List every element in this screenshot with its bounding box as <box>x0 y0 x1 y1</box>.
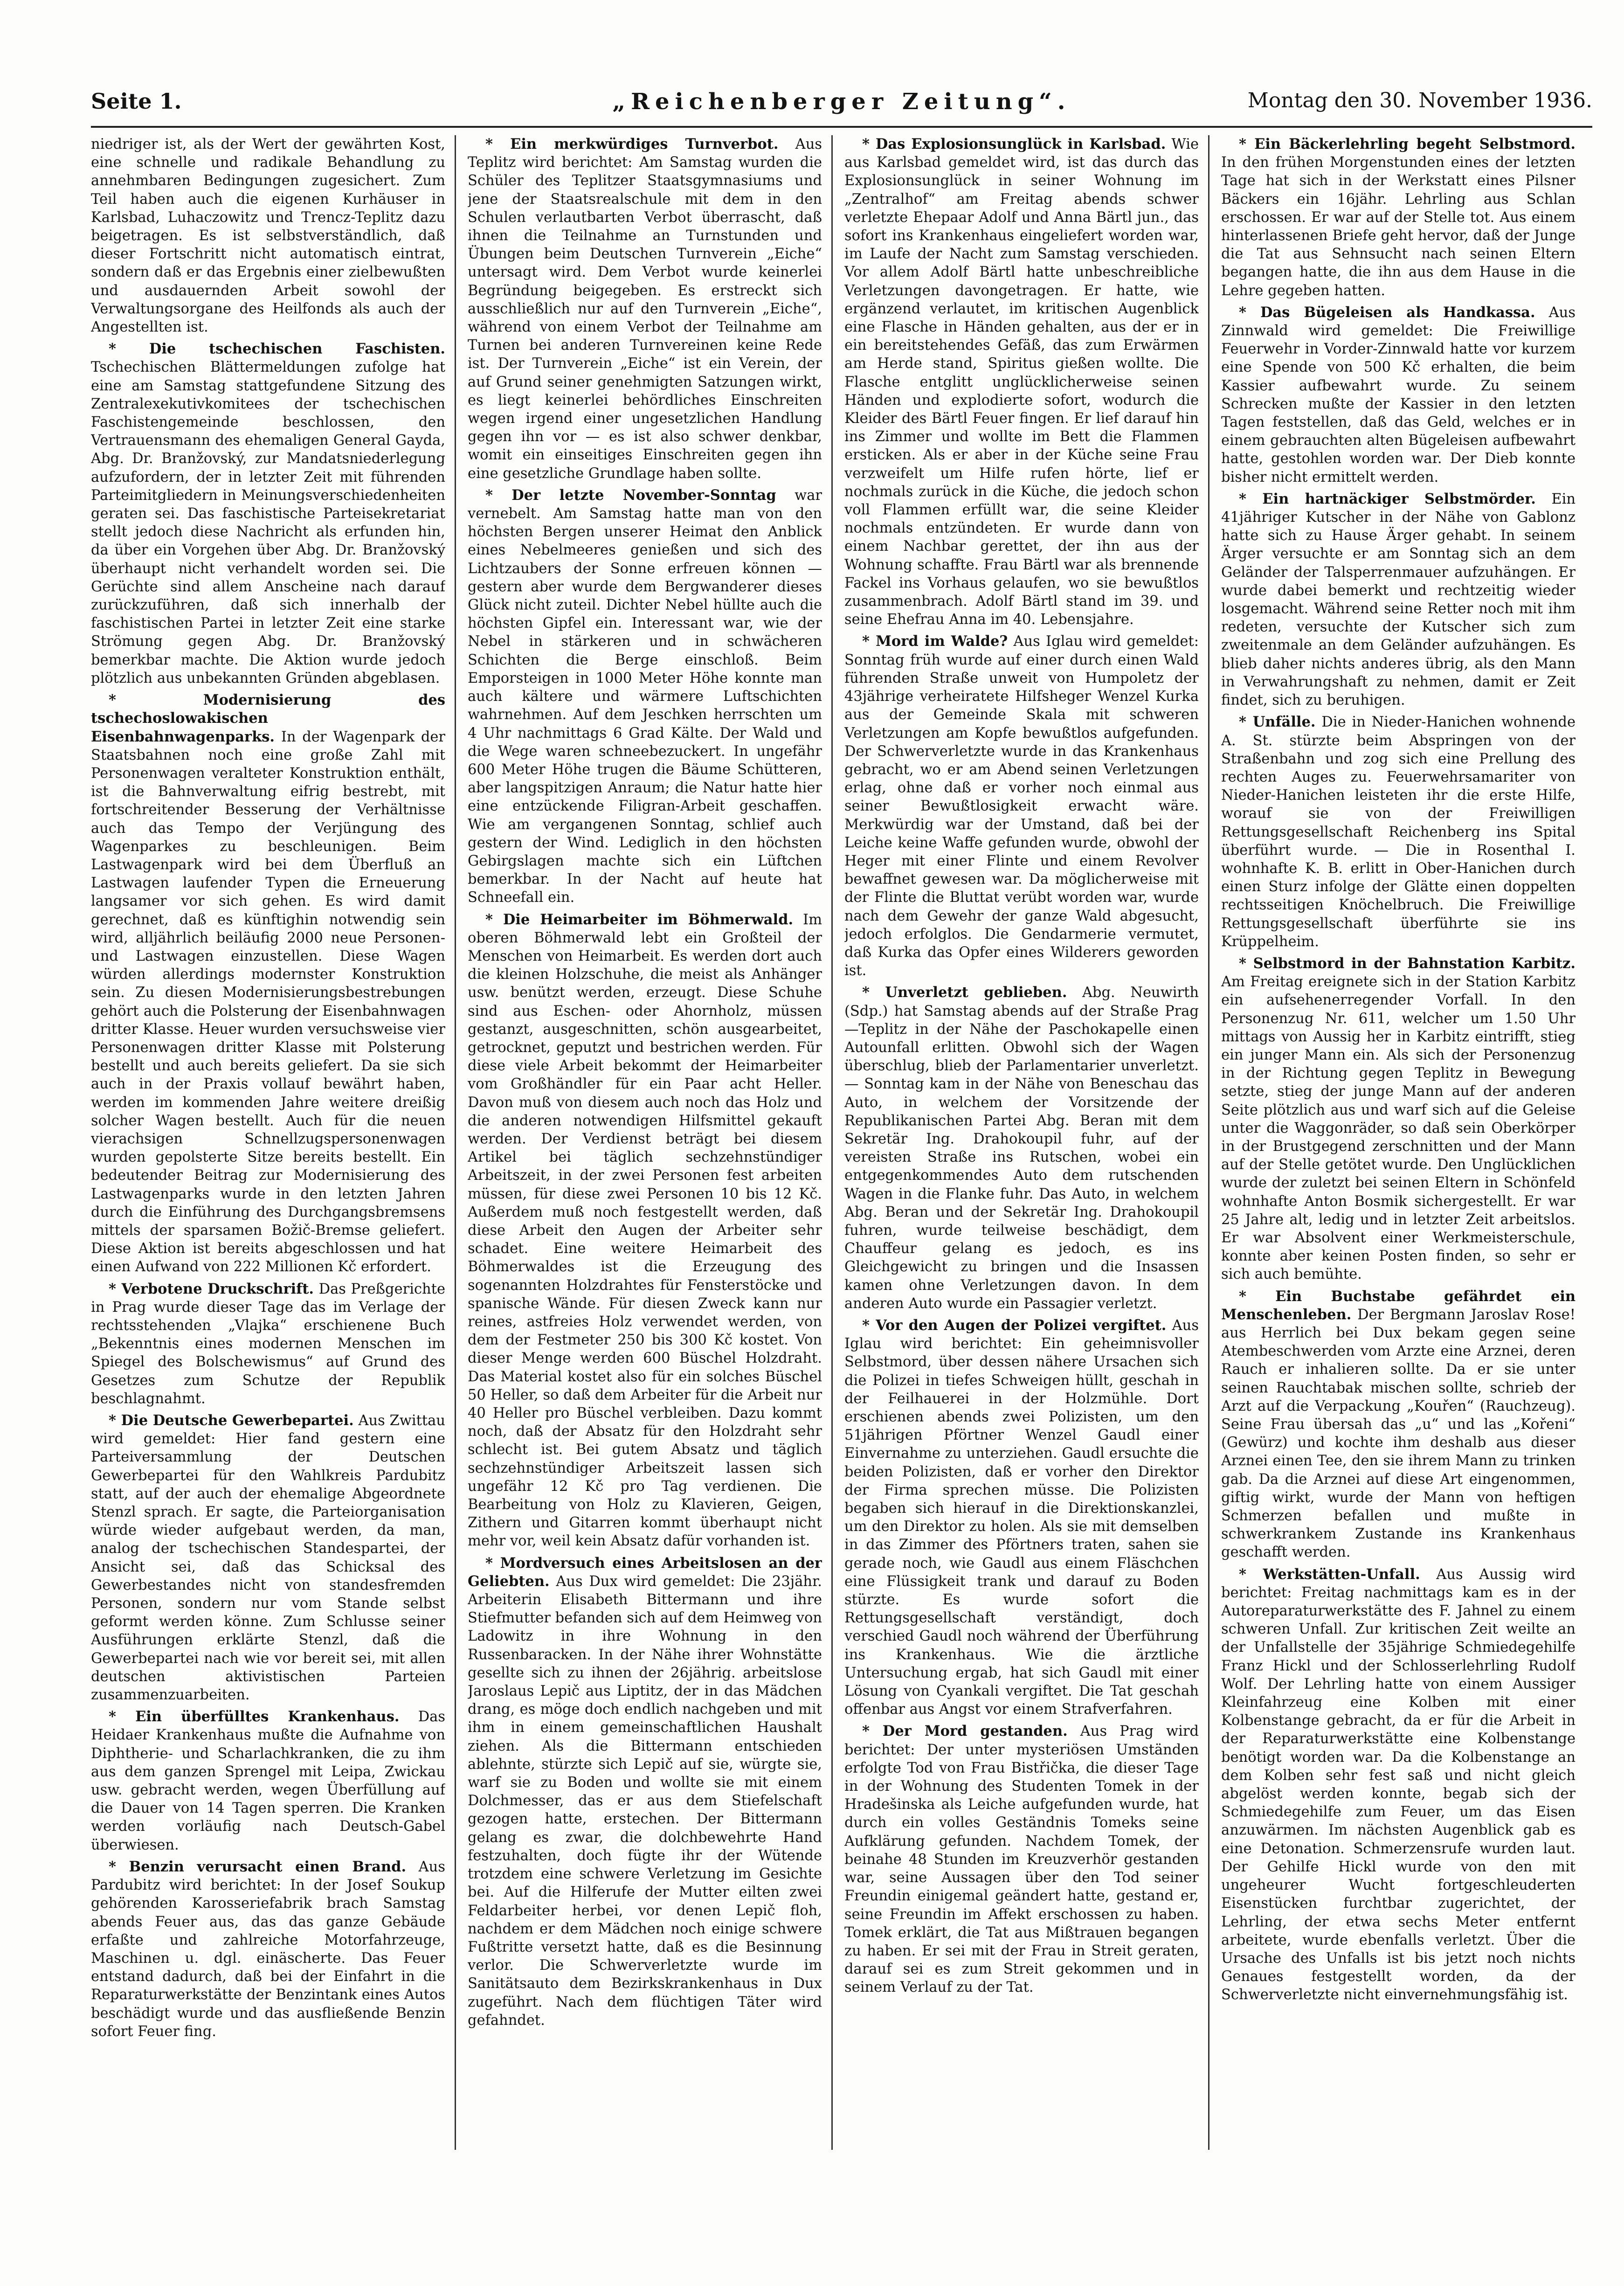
article-body: war vernebelt. Am Samstag hatte man von den höchsten Bergen unserer Heimat den Anblick eines Nebelmeeres genießen und sich des Lichtzaubers der Sonne erfreuen können — gestern aber wurde dem Bergwanderer dieses Glück nicht zuteil. Dichter Nebel hüllte auch die höchsten Gipfel ein. Interessant war, wie der Nebel in stärkeren und in schwächeren Schichten die Berge einschloß. Beim Emporsteigen in 1000 Meter Höhe konnte man auch kältere und wärmere Luftschichten wahrnehmen. Auf dem Jeschken herrschten um 4 Uhr nachmittags 6 Grad Kälte. Der Wald und die Wege waren schneebezuckert. In ungefähr 600 Meter Höhe trugen die Bäume Schütteren, aber langspitzigen Anraum; die Natur hatte hier eine entzückende Filigran-Arbeit geschaffen. Wie am vergangenen Sonntag, schlief auch gestern der Wind. Lediglich in den höchsten Gebirgslagen machte sich ein Lüftchen bemerkbar. In der Nacht auf heute hat Schneefall ein. <box>468 487 822 906</box>
article-paragraph <box>844 632 1199 980</box>
article-marker: * <box>485 136 511 152</box>
article-paragraph <box>844 1316 1199 1718</box>
column-1 <box>91 135 445 2178</box>
article-marker: * <box>1239 955 1253 972</box>
article-heading: Ein hartnäckiger Selbstmörder. <box>1262 490 1536 507</box>
article-paragraph <box>91 1280 445 1408</box>
article-body: Aus Zwittau wird gemeldet: Hier fand gestern eine Parteiversammlung der Deutschen Gewerbepartei für den Wahlkreis Pardubitz statt, auf der auch der ehemalige Abgeordnete Stenzl sprach. Er sagte, die Parteiorganisation würde wieder aufgebaut werden, da man, analog der tschechischen Standespartei, der Ansicht sei, daß das Schicksal des Gewerbestandes nicht von standesfremden Personen, sondern nur vom Stande selbst geformt werden könne. Zum Schlusse seiner Ausführungen erklärte Stenzl, daß die Gewerbepartei nach wie vor bereit sei, mit allen deutschen aktivistischen Parteien zusammenzuarbeiten. <box>91 1413 445 1704</box>
article-paragraph <box>468 1554 822 2030</box>
article-body: Das Preßgerichte in Prag wurde dieser Tage das im Verlage der rechtsstehenden „Vlajka“ erschienene Buch „Bekenntnis eines modernen Menschen im Spiegel des Bolschewismus“ auf Grund des Gesetzes zum Schutze der Republik beschlagnahmt. <box>91 1281 445 1407</box>
article <box>91 1858 445 2041</box>
article <box>468 1554 822 2030</box>
article-paragraph <box>844 1722 1199 1996</box>
newspaper-title: „Reichenberger Zeitung“. <box>612 89 1071 115</box>
article-heading: Das Explosionsunglück in Karlsbad. <box>875 136 1166 152</box>
article-body: Aus Iglau wird berichtet: Ein geheimnisvoller Selbstmord, über dessen nähere Ursachen sich die Polizei in tiefes Schweigen hüllt, geschah in der Feilhauerei in der Holzmühle. Dort erschienen abends zwei Polizisten, um den 51jährigen Pförtner Wenzel Gaudl einer Einvernahme zu unterziehen. Gaudl ersuchte die beiden Polizisten, daß er vorher den Direktor der Firma sprechen müsse. Die Polizisten begaben sich hierauf in die Direktionskanzlei, um den Direktor zu holen. Als sie mit demselben in das Zimmer des Pförtners traten, sahen sie gerade noch, wie Gaudl aus einem Fläschchen eine Flüssigkeit trank und darauf zu Boden stürzte. Es wurde sofort die Rettungsgesellschaft verständigt, doch verschied Gaudl noch während der Überführung ins Krankenhaus. Wie die ärztliche Untersuchung ergab, hat sich Gaudl mit einer Lösung von Cyankali vergiftet. Die Tat geschah offenbar aus Angst vor einem Strafverfahren. <box>844 1317 1199 1718</box>
article <box>91 1708 445 1854</box>
article-marker: * <box>109 1280 122 1297</box>
article <box>844 984 1199 1313</box>
article <box>1221 490 1576 709</box>
article <box>844 1722 1199 1996</box>
article-heading: Benzin verursacht einen Brand. <box>129 1858 407 1875</box>
article-marker: * <box>862 633 876 650</box>
article-heading: Verbotene Druckschrift. <box>121 1280 314 1297</box>
article-marker: * <box>1239 304 1260 321</box>
column-4 <box>1221 135 1576 2178</box>
article-paragraph <box>844 135 1199 629</box>
article-marker: * <box>109 1412 121 1429</box>
column-rule <box>455 135 456 2150</box>
article <box>844 1316 1199 1718</box>
article-heading: Der Mord gestanden. <box>882 1723 1068 1740</box>
article-marker: * <box>1239 1566 1263 1583</box>
article-marker: * <box>862 1317 876 1334</box>
issue-date: Montag den 30. November 1936. <box>1247 89 1592 112</box>
article-heading: Die tschechischen Faschisten. <box>149 340 445 358</box>
page-header <box>91 89 1592 121</box>
article-paragraph <box>1221 135 1576 300</box>
article-paragraph <box>91 340 445 687</box>
article-paragraph <box>1221 713 1576 951</box>
article-paragraph <box>91 1708 445 1854</box>
article-paragraph <box>468 486 822 907</box>
article-marker: * <box>109 1858 129 1875</box>
article <box>1221 1566 1576 2004</box>
article <box>1221 713 1576 951</box>
article-body: Aus Pardubitz wird berichtet: In der Josef Soukup gehörenden Karosseriefabrik brach Samstag abends Feuer aus, das das ganze Gebäude erfaßte und zahlreiche Motorfahrzeuge, Maschinen u. dgl. einäscherte. Das Feuer entstand dadurch, daß bei der Einfahrt in die Reparaturwerkstätte der Benzintank eines Autos beschädigt wurde und das ausfließende Benzin sofort Feuer fing. <box>91 1858 445 2040</box>
article <box>91 340 445 687</box>
article <box>91 1280 445 1408</box>
article-paragraph <box>1221 1566 1576 2004</box>
article-heading: Die Deutsche Gewerbepartei. <box>121 1412 354 1429</box>
article-marker: * <box>862 1723 883 1740</box>
article <box>844 135 1199 629</box>
article-body: Abg. Neuwirth (Sdp.) hat Samstag abends auf der Straße Prag—Teplitz in der Nähe der Paschokapelle einen Autounfall erlitten. Obwohl sich der Wagen überschlug, blieb der Parlamentarier unverletzt. — Sonntag kam in der Nähe von Beneschau das Auto, in welchem der Vorsitzende der Republikanischen Partei Abg. Beran mit dem Sekretär Ing. Drahokoupil fuhr, auf der vereisten Straße ins Rutschen, wobei ein entgegenkommendes Auto dem rutschenden Wagen in die Flanke fuhr. Das Auto, in welchem Abg. Beran und der Sekretär Ing. Drahokoupil fuhren, wurde teilweise beschädigt, dem Chauffeur gelang es jedoch, es ins Gleichgewicht zu bringen und die Insassen kamen ohne Verletzungen davon. In dem anderen Auto wurde ein Passagier verletzt. <box>844 984 1199 1312</box>
article-heading: Mord im Walde? <box>876 633 1008 650</box>
article-heading: Unfälle. <box>1252 714 1316 731</box>
article-paragraph <box>91 1858 445 2041</box>
article-marker: * <box>485 486 512 504</box>
article-body: Ein 41jähriger Kutscher in der Nähe von Gablonz hatte sich zu Hause Ärger gehabt. In seinem Ärger versuchte er am Sonntag sich an dem Geländer der Talsperrenmauer aufzuhängen. Er wurde dabei bemerkt und rechtzeitig wieder losgemacht. Während seine Retter noch mit ihm redeten, versuchte der Kutscher sich zum zweitenmale an dem Geländer aufzuhängen. Es blieb daher nichts anderes übrig, als den Mann in Verwahrungshaft zu nehmen, damit er Zeit findet, sich zu beruhigen. <box>1221 491 1576 709</box>
article-body: Aus Prag wird berichtet: Der unter mysteriösen Umständen erfolgte Tod von Frau Bistřička, die dieser Tage in der Wohnung des Studenten Tomek in der Hradešinska als Leiche aufgefunden wurde, hat durch ein volles Geständnis Tomeks seine Aufklärung gefunden. Nachdem Tomek, der beinahe 48 Stunden im Kreuzverhör gestanden war, seine Aussagen über den Tod seiner Freundin einigemal geändert hatte, gestand er, seine Freundin im Affekt erschossen zu haben. Tomek erklärt, die Tat aus Mißtrauen begangen zu haben. Er sei mit der Frau in Streit geraten, darauf sei es zum Streit gekommen und in seinem Verlauf zu der Tat. <box>844 1723 1199 1996</box>
article-heading: Ein überfülltes Krankenhaus. <box>135 1708 400 1725</box>
article-body: Aus Dux wird gemeldet: Die 23jähr. Arbeiterin Elisabeth Bittermann und ihre Stiefmutter befanden sich auf dem Heimweg von Ladowitz in ihre Wohnung in den Russenbaracken. In der Nähe ihrer Wohnstätte gesellte sich zu ihnen der 26jährig. arbeitslose Jaroslaus Lepič aus Liptitz, der in das Mädchen drang, es möge doch endlich nachgeben und mit ihm in einem gemeinschaftlichen Haushalt ziehen. Als die Bittermann entschieden ablehnte, stürzte sich Lepič auf sie, würgte sie, warf sie zu Boden und wollte sie mit einem Dolchmesser, das er aus dem Stiefelschaft gezogen hatte, erstechen. Der Bittermann gelang es zwar, die dolchbewehrte Hand festzuhalten, doch fügte ihr der Wütende trotzdem eine schwere Verletzung im Gesichte bei. Auf die Hilferufe der Mutter eilten zwei Feldarbeiter herbei, vor denen Lepič floh, nachdem er dem Mädchen noch einige schwere Fußtritte versetzt hatte, daß es die Besinnung verlor. Die Schwerverletzte wurde im Sanitätsauto dem Bezirkskrankenhaus in Dux zugeführt. Nach dem flüchtigen Täter wird gefahndet. <box>468 1573 822 2029</box>
article-paragraph <box>468 911 822 1551</box>
article-paragraph <box>468 135 822 483</box>
article-heading: Selbstmord in der Bahnstation Karbitz. <box>1253 955 1576 972</box>
article-heading: Modernisierung des tschechoslowakischen Eisenbahnwagenparks. <box>91 692 445 745</box>
article-marker: * <box>485 911 503 928</box>
article-marker: * <box>109 1708 136 1725</box>
article <box>91 1412 445 1704</box>
article-body: In der Wagenpark der Staatsbahnen noch eine große Zahl mit Personenwagen veralteter Konstruktion enthält, ist die Bahnverwaltung eifrig bestrebt, mit fortschreitender Besserung der Verhältnisse auch das Tempo der Verjüngung des Wagenparkes zu beschleunigen. Beim Lastwagenpark wird bei dem Überfluß an Lastwagen laufender Typen die Erneuerung langsamer vor sich gehen. Es wird damit gerechnet, daß es künftighin notwendig sein wird, alljährlich beiläufig 2000 neue Personen- und Lastwagen einzustellen. Diese Wagen würden allerdings modernster Konstruktion sein. Zu diesen Modernisierungsbestrebungen gehört auch die Polsterung der Eisenbahnwagen dritter Klasse. Heuer wurden versuchsweise vier Personenwagen dritter Klasse mit Polsterung bestellt und auch bereits geliefert. Da sie sich auch in der Praxis vollauf bewährt haben, werden im kommenden Jahre weitere dreißig solcher Wagen bestellt. Auch für die neuen vierachsigen Schnellzugspersonenwagen wurden gepolsterte Sitze bereits bestellt. Ein bedeutender Beitrag zur Modernisierung des Lastwagenparks wurde in den letzten Jahren durch die Einführung des Durchgangsbremsens mittels der sparsamen Božič-Bremse geliefert. Diese Aktion ist bereits abgeschlossen und hat einen Aufwand von 222 Millionen Kč erfordert. <box>91 728 445 1275</box>
article-paragraph <box>1221 1288 1576 1562</box>
article-marker: * <box>1239 136 1255 152</box>
article <box>1221 955 1576 1284</box>
article <box>468 911 822 1551</box>
article <box>468 135 822 483</box>
column-3 <box>844 135 1199 2178</box>
article-body: Wie aus Karlsbad gemeldet wird, ist das durch das Explosionsunglück in seiner Wohnung im „Zentralhof“ am Freitag abends schwer verletzte Ehepaar Adolf und Anna Bärtl jun., das sofort ins Krankenhaus eingeliefert worden war, im Laufe der Nacht zum Samstag verschieden. Vor allem Adolf Bärtl hatte unbeschreibliche Verletzungen davongetragen. Er hatte, wie ergänzend verlautet, im kritischen Augenblick eine Flasche in Händen gehalten, aus der er in ein bereitstehendes Gefäß, das zum Erwärmen am Herde stand, Spiritus gießen wollte. Die Flasche entglitt unglücklicherweise seinen Händen und explodierte sofort, wodurch die Kleider des Bärtl Feuer fingen. Er lief darauf hin ins Zimmer und wollte im Bett die Flammen ersticken. Als er aber in der Küche seine Frau verzweifelt um Hilfe rufen hörte, lief er nochmals zurück in die Küche, die jedoch schon voll Flammen erfüllt war, die seine Kleider nochmals entzündeten. Er wurde dann von einem Nachbar gerettet, der ihn aus der Wohnung schaffte. Frau Bärtl war als brennende Fackel ins Vorhaus gelaufen, wo sie bewußtlos zusammenbrach. Adolf Bärtl stand im 39. und seine Ehefrau Anna im 40. Lebensjahre. <box>844 136 1199 628</box>
article-heading: Vor den Augen der Polizei vergiftet. <box>876 1317 1167 1334</box>
article-paragraph <box>1221 304 1576 486</box>
article <box>91 135 445 336</box>
article-body: Im oberen Böhmerwald lebt ein Großteil der Menschen von Heimarbeit. Es werden dort auch die kleinen Holzschuhe, die meist als Anhänger usw. benützt werden, erzeugt. Diese Schuhe sind aus Eschen- oder Ahornholz, müssen gestanzt, ausgeschnitten, schön ausgearbeitet, getrocknet, geputzt und bestrichen werden. Für diese viele Arbeit bekommt der Heimarbeiter vom Großhändler für ein Paar acht Heller. Davon muß von diesem auch noch das Holz und die anderen notwendigen Hilfsmittel gekauft werden. Der Verdienst beträgt bei diesem Artikel bei täglich sechzehnstündiger Arbeitszeit, in der zwei Personen fest arbeiten müssen, für diese zwei Personen 10 bis 12 Kč. Außerdem muß noch festgestellt werden, daß diese Arbeit den Augen der Arbeiter sehr schadet. Eine weitere Heimarbeit des Böhmerwaldes ist die Erzeugung des sogenannten Holzdrahtes für Fensterstöcke und spanische Wände. Für diesen Zweck kann nur reines, astfreies Holz verwendet werden, von dem der Festmeter 250 bis 300 Kč kostet. Von dieser Menge werden 600 Büschel Holzdraht. Das Material kostet also für ein solches Büschel 50 Heller, so daß dem Arbeiter für die Arbeit nur 40 Heller pro Büschel verbleiben. Dazu kommt noch, daß der Absatz für den Holzdraht sehr schlecht ist. Bei gutem Absatz und täglich sechzehnstündiger Arbeitszeit lassen sich ungefähr 12 Kč pro Tag verdienen. Die Bearbeitung von Holz zu Klavieren, Geigen, Zithern und Gitarren kommt überhaupt nicht mehr vor, weil kein Absatz dafür vorhanden ist. <box>468 911 822 1550</box>
article-marker: * <box>1239 490 1263 507</box>
article-body: Aus Aussig wird berichtet: Freitag nachmittags kam es in der Autoreparaturwerkstätte des F. Jahnel zu einem schweren Unfall. Zur kritischen Zeit weilte an der Unfallstelle der 35jährige Schmiedegehilfe Franz Hickl und der Schlosserlehrling Rudolf Wolf. Der Lehrling hatte von einem Aussiger Kleinfahrzeug eine Kolben mit einer Kolbenstange gebracht, da er für die Arbeit in der Reparaturwerkstätte eine Kolbenstange benötigt worden war. Da die Kolbenstange an dem Kolben sehr fest saß und nicht gleich abgelöst werden konnte, begab sich der Schmiedegehilfe zum Feuer, um das Eisen anzuwärmen. Im nächsten Augenblick gab es eine Detonation. Schmerzensrufe wurden laut. Der Gehilfe Hickl wurde von den mit ungeheurer Wucht fortgeschleuderten Eisenstücken furchtbar zugerichtet, der Lehrling, der etwa sechs Meter entfernt arbeitete, wurde ebenfalls verletzt. Über die Ursache des Unfalls ist bis jetzt noch nichts Genaues festgestellt worden, da der Schwerverletzte nicht einvernehmungsfähig ist. <box>1221 1566 1576 2003</box>
article-paragraph <box>91 1412 445 1704</box>
article-body: Das Heidaer Krankenhaus mußte die Aufnahme von Diphtherie- und Scharlachkranken, die zu ihm aus dem ganzen Sprengel mit Leipa, Zwickau usw. gebracht werden, wegen Überfüllung auf die Dauer von 14 Tagen sperren. Die Kranken werden vorläufig nach Deutsch-Gabel überwiesen. <box>91 1709 445 1853</box>
article-marker: * <box>109 692 203 709</box>
article-body: Der Bergmann Jaroslav Rose! aus Herrlich bei Dux bekam gegen seine Atembeschwerden vom Arzte eine Arznei, deren Rauch er inhalieren sollte. Da er sie unter seinen Rauchtabak mischen sollte, schrieb der Arzt auf die Verpackung „Kouřen“ (Rauchzeug). Seine Frau übersah das „u“ und las „Kořeni“ (Gewürz) und kochte ihm deshalb aus dieser Arznei einen Tee, den sie ihrem Mann zu trinken gab. Da die Arznei auf diese Art eingenommen, giftig wirkt, wurde der Mann von heftigen Schmerzen befallen und mußte in schwerkrankem Zustande ins Krankenhaus geschafft werden. <box>1221 1306 1576 1561</box>
article-heading: Unverletzt geblieben. <box>885 984 1067 1001</box>
article-heading: Mordversuch eines Arbeitslosen an der Geliebten. <box>468 1554 822 1590</box>
article-paragraph <box>1221 955 1576 1284</box>
column-rule <box>1208 135 1209 2150</box>
article-heading: Ein Bäckerlehrling begeht Selbstmord. <box>1254 136 1576 152</box>
article-marker: * <box>109 340 149 358</box>
article-heading: Die Heimarbeiter im Böhmerwald. <box>503 911 794 928</box>
article-marker: * <box>1239 1288 1276 1305</box>
article-heading: Das Bügeleisen als Handkassa. <box>1260 304 1535 321</box>
article-paragraph <box>844 984 1199 1313</box>
article-body: Aus Zinnwald wird gemeldet: Die Freiwillige Feuerwehr in Vorder-Zinnwald hatte vor kurzem eine Spende von 500 Kč erhalten, die beim Kassier aufbewahrt wurde. Zu seinem Schrecken mußte der Kassier in den letzten Tagen feststellen, daß das Geld, welches er in einem gebrauchten alten Bügeleisen aufbewahrt hatte, gestohlen worden war. Der Dieb konnte bisher nicht ermittelt werden. <box>1221 304 1576 485</box>
article-marker: * <box>862 136 876 152</box>
article-paragraph <box>91 135 445 336</box>
article-heading: Ein Buchstabe gefährdet ein Menschenleben. <box>1221 1288 1576 1323</box>
article-body: niedriger ist, als der Wert der gewährten Kost, eine schnelle und radikale Behandlung zu annehmbaren Bedingungen zugesichert. Zum Teil haben auch die eigenen Kurhäuser in Karlsbad, Luhaczowitz und Trencz-Teplitz dazu beigetragen. Es ist selbstverständlich, daß dieser Fortschritt nicht automatisch eintrat, sondern daß er das Ergebnis einer zielbewußten und ausdauernden Arbeit sowohl der Verwaltungsorgane des Heilfonds als auch der Angestellten ist. <box>91 136 445 336</box>
article-body: In den frühen Morgenstunden eines der letzten Tage hat sich in der Werkstatt eines Pilsner Bäckers ein 16jähr. Lehrling aus Schlan erschossen. Er war auf der Stelle tot. Aus einem hinterlassenen Briefe geht hervor, daß der Junge die Tat aus Sehnsucht nach seinen Eltern begangen hatte, die ihn aus dem Hause in die Lehre gegeben hatten. <box>1221 154 1576 299</box>
article-body: Aus Teplitz wird berichtet: Am Samstag wurden die Schüler des Teplitzer Staatsgymnasiums und jene der Staatsrealschule mit dem in den Schulen verlautbarten Verbot überrascht, daß ihnen die Teilnahme an Turnstunden und Übungen beim Deutschen Turnverein „Eiche“ untersagt wird. Dem Verbot wurde keinerlei Begründung beigegeben. Es erstreckt sich ausschließlich nur auf den Turnverein „Eiche“, während von einem Verbot der Teilnahme am Turnen bei anderen Turnvereinen keine Rede ist. Der Turnverein „Eiche“ ist ein Verein, der auf Grund seiner genehmigten Satzungen wirkt, es liegt keinerlei behördliches Einschreiten wegen irgend einer ungesetzlichen Handlung gegen ihn vor — es ist also schwer denkbar, womit ein einseitiges Einschreiten gegen ihn eine gesetzliche Grundlage haben sollte. <box>468 136 822 482</box>
article-heading: Werkstätten-Unfall. <box>1263 1566 1420 1583</box>
article <box>1221 304 1576 486</box>
article <box>91 691 445 1276</box>
article-marker: * <box>1239 714 1253 731</box>
article-body: Die in Nieder-Hanichen wohnende A. St. stürzte beim Abspringen von der Straßenbahn und zog sich eine Prellung des rechten Auges zu. Feuerwehrsamariter von Nieder-Hanichen leisteten ihr die erste Hilfe, worauf sie von der Freiwilligen Rettungsgesellschaft Reichenberg ins Spital überführt wurde. — Die in Rosenthal I. wohnhafte K. B. erlitt in Ober-Hanichen durch einen Sturz infolge der Glätte einen doppelten rechtsseitigen Knöchelbruch. Die Freiwillige Rettungsgesellschaft überführte sie ins Krüppelheim. <box>1221 714 1576 950</box>
article-marker: * <box>862 984 885 1001</box>
article-body: Tschechischen Blättermeldungen zufolge hat eine am Samstag stattgefundene Sitzung des Zentralexekutivkomitees der tschechischen Faschistengemeinde beschlossen, den Vertrauensmann des ehemaligen General Gayda, Abg. Dr. Branžovský, zur Mandatsniederlegung aufzufordern, der in letzter Zeit mit führenden Parteimitgliedern in Meinungsverschiedenheiten geraten sei. Das faschistische Parteisekretariat stellt jedoch diese Nachricht als erfunden hin, da über ein Vorgehen über Abg. Dr. Branžovský überhaupt nicht verhandelt worden sei. Die Gerüchte sind allem Anscheine nach darauf zurückzuführen, daß sich innerhalb der faschistischen Partei in letzter Zeit eine starke Strömung gegen Abg. Dr. Branžovský bemerkbar machte. Die Aktion wurde jedoch plötzlich aus unbekannten Gründen abgeblasen. <box>91 359 445 686</box>
article-marker: * <box>485 1554 500 1572</box>
article-paragraph <box>1221 490 1576 709</box>
article <box>1221 1288 1576 1562</box>
column-2 <box>468 135 822 2178</box>
header-rule <box>91 126 1592 128</box>
article <box>468 486 822 907</box>
article-paragraph <box>91 691 445 1276</box>
page-number: Seite 1. <box>91 89 182 114</box>
column-rule <box>831 135 833 2150</box>
article <box>844 632 1199 980</box>
article <box>1221 135 1576 300</box>
article-body: Am Freitag ereignete sich in der Station Karbitz ein aufsehenerregender Vorfall. In den Personenzug Nr. 611, welcher um 1.50 Uhr mittags von Aussig her in Karbitz eintrifft, stieg ein junger Mann ein. Als sich der Personenzug in der Richtung gegen Teplitz in Bewegung setzte, stieg der junge Mann auf der anderen Seite plötzlich aus und warf sich auf die Geleise unter die Waggonräder, so daß sein Oberkörper in der Brustgegend zerschnitten und der Mann auf der Stelle getötet wurde. Den Unglücklichen wurde der zuletzt bei seinen Eltern in Schönfeld wohnhafte Anton Bosmik sichergestellt. Er war 25 Jahre alt, ledig und in letzter Zeit arbeitslos. Er war Absolvent einer Werkmeisterschule, konnte aber keinen Posten finden, so sehr er sich auch bemühte. <box>1221 974 1576 1283</box>
article-body: Aus Iglau wird gemeldet: Sonntag früh wurde auf einer durch einen Wald führenden Straße unweit von Humpoletz der 43jährige verheiratete Hilfsheger Wenzel Kurka aus der Gemeinde Skala mit schweren Verletzungen am Kopfe bewußtlos aufgefunden. Der Schwerverletzte wurde in das Krankenhaus gebracht, wo er am Abend seinen Verletzungen erlag, ohne daß er vorher noch einmal aus seiner Bewußtlosigkeit erwacht wäre. Merkwürdig war der Umstand, daß bei der Leiche keine Waffe gefunden wurde, obwohl der Heger mit einer Flinte und einem Revolver bewaffnet gewesen war. Da möglicherweise mit der Flinte die Bluttat verübt worden war, wurde nach dem Gewehr der ganze Wald abgesucht, jedoch erfolglos. Die Gendarmerie vermutet, daß Kurka das Opfer eines Wilderers geworden ist. <box>844 633 1199 979</box>
article-heading: Ein merkwürdiges Turnverbot. <box>510 136 779 152</box>
article-heading: Der letzte November-Sonntag <box>511 486 776 504</box>
